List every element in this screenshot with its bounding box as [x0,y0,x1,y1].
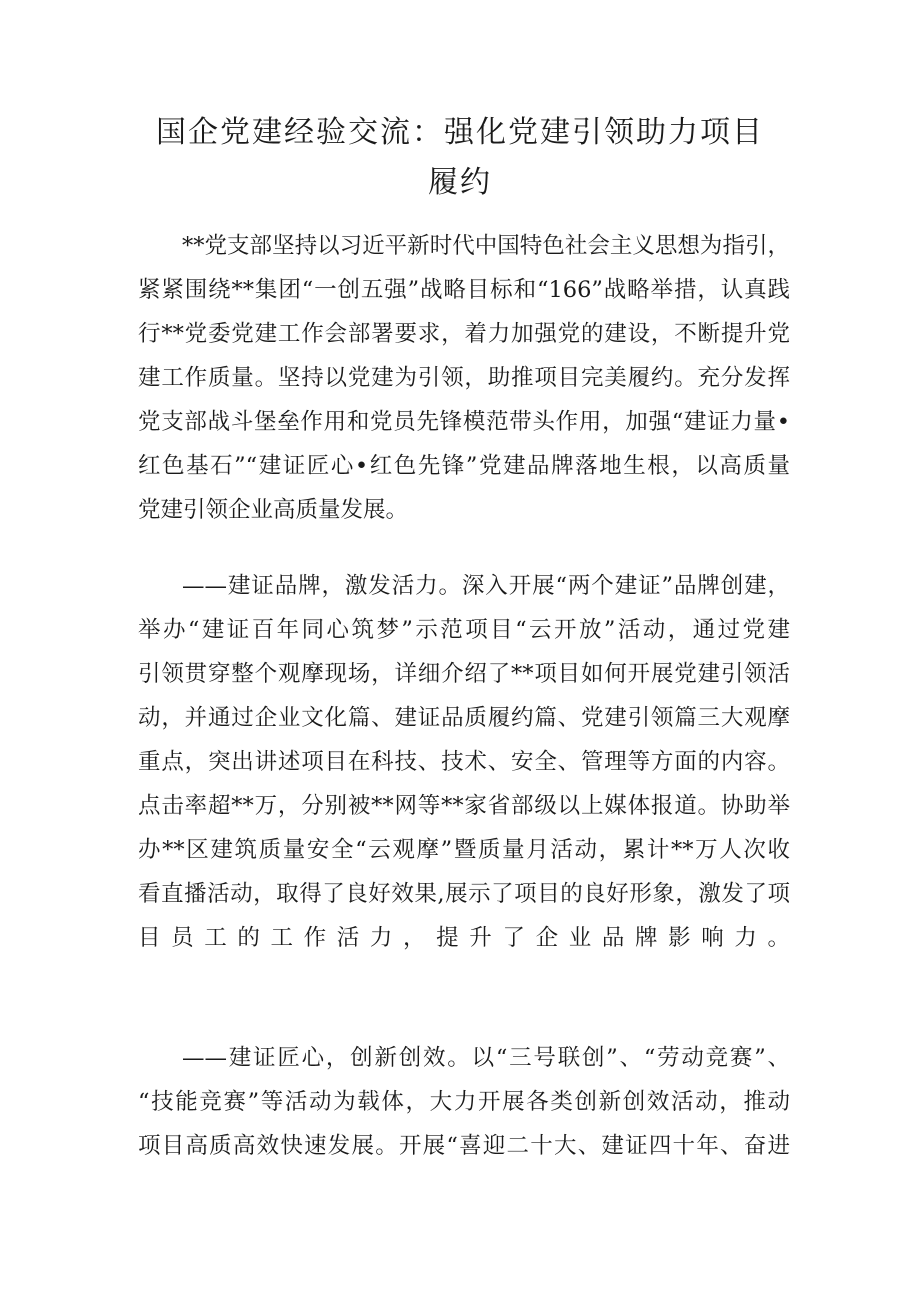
title-line-2: 履约 [428,165,492,200]
paragraph-line: 办**区建筑质量安全“云观摩”暨质量月活动，累计**万人次收 [138,837,790,863]
paragraph-line: ——建证匠心，创新创效。以“三号联创”、“劳动竞赛”、 [182,1045,790,1071]
paragraph-line: 动，并通过企业文化篇、建证品质履约篇、党建引领篇三大观摩 [138,705,790,731]
paragraph-line: 党建引领企业高质量发展。 [138,497,409,523]
paragraph-line: “技能竞赛”等活动为载体，大力开展各类创新创效活动，推动 [138,1089,790,1115]
paragraph-line: 建工作质量。坚持以党建为引领，助推项目完美履约。充分发挥 [138,365,790,391]
paragraph-line: 红色基石”“建证匠心•红色先锋”党建品牌落地生根，以高质量 [138,453,790,479]
paragraph-line: 党支部战斗堡垒作用和党员先锋模范带头作用，加强“建证力量• [138,409,790,435]
paragraph-line: 重点，突出讲述项目在科技、技术、安全、管理等方面的内容。 [138,749,790,775]
document-title [120,108,800,208]
paragraph-line: ——建证品牌，激发活力。深入开展“两个建证”品牌创建， [182,573,790,599]
paragraph-line: 引领贯穿整个观摩现场，详细介绍了**项目如何开展党建引领活 [138,661,790,687]
paragraph-line: 项目高质高效快速发展。开展“喜迎二十大、建证四十年、奋进 [138,1133,790,1159]
paragraph-line: 举办“建证百年同心筑梦”示范项目“云开放”活动，通过党建 [138,617,790,643]
paragraph-line: 目员工的工作活力，提升了企业品牌影响力。 [138,925,790,951]
paragraph-line: 紧紧围绕**集团“一创五强”战略目标和“166”战略举措，认真践 [138,277,790,303]
paragraph-line: 看直播活动，取得了良好效果,展示了项目的良好形象，激发了项 [138,881,790,907]
paragraph-line: **党支部坚持以习近平新时代中国特色社会主义思想为指引， [182,233,790,259]
paragraph-line [138,962,790,1002]
paragraph-line: 点击率超**万，分别被**网等**家省部级以上媒体报道。协助举 [138,793,790,819]
title-line-1: 国企党建经验交流：强化党建引领助力项目 [156,115,764,150]
paragraph-line: 行**党委党建工作会部署要求，着力加强党的建设，不断提升党 [138,321,790,347]
